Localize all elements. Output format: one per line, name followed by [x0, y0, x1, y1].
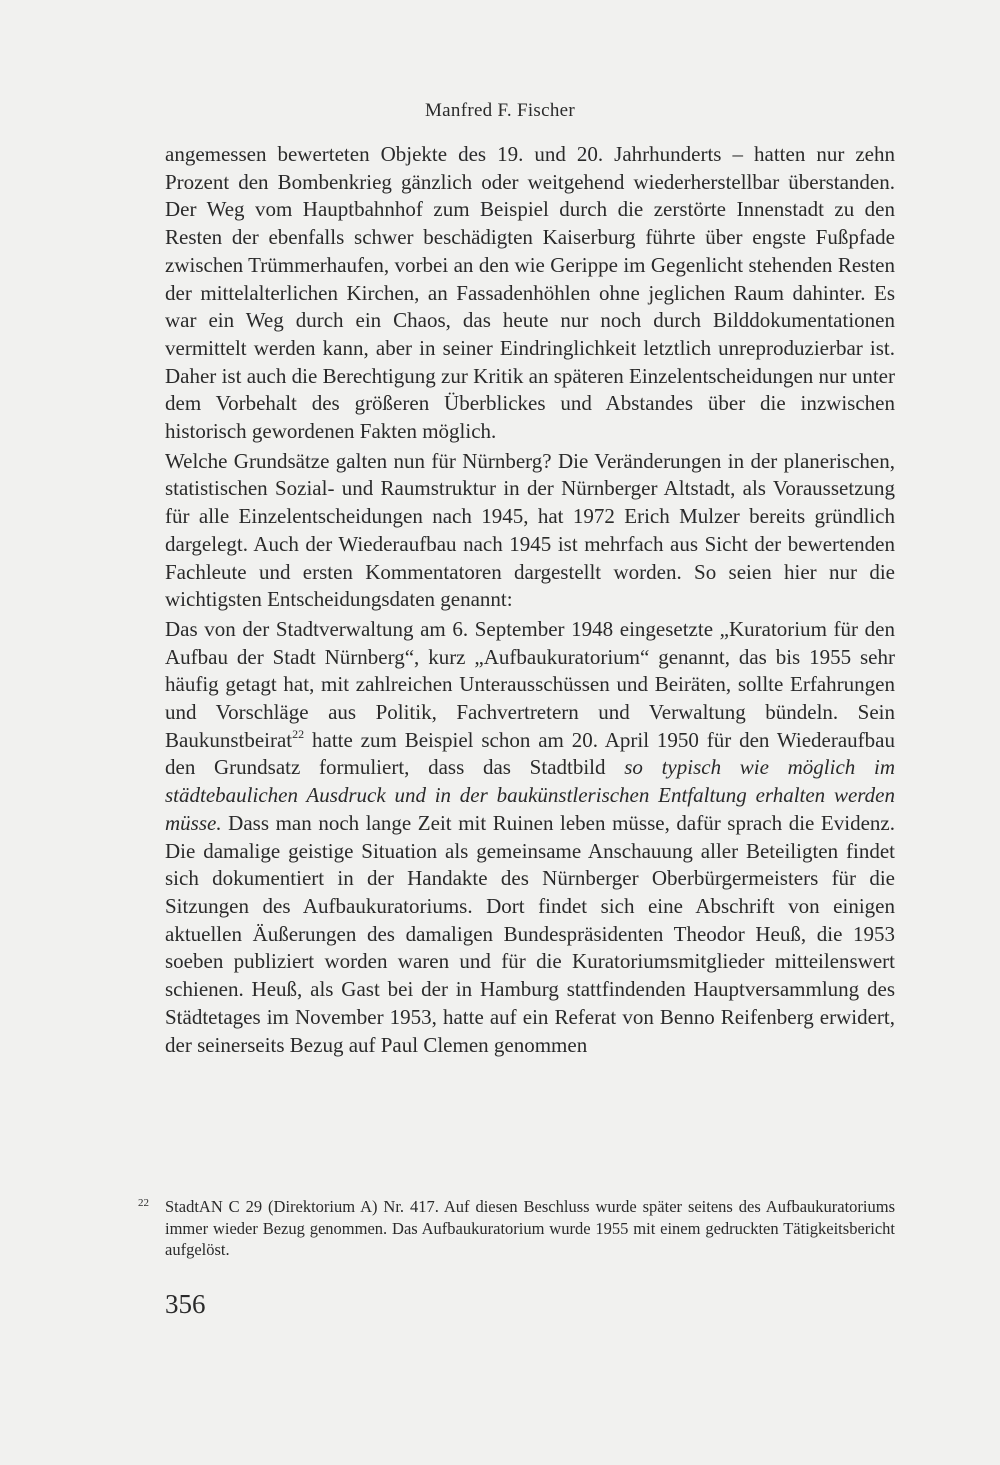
page-number: 356 [165, 1289, 206, 1319]
main-text [165, 141, 895, 1059]
running-head-author: Manfred F. Fischer [424, 100, 576, 121]
paragraph-grundsaetze [165, 448, 895, 614]
paragraph-continued: angemessen bewerteten Objekte des 19. und 20. Jahrhunderts – hatten nur zehn Prozent den Bombenkrieg gänzlich oder weitgehend wiederherstellbar überstanden. Der Weg vom Hauptbahnhof zum Beispiel durch die zerstörte Innenstadt zu den Resten der ebenfalls schwer beschädigten Kaiserburg führte über engste Fußpfade zwischen Trümmerhaufen, vorbei an den wie Gerippe im Gegenlicht stehenden Resten der mittelalterlichen Kirchen, an Fassadenhöhlen ohne jeglichen Raum dahinter. Es war ein Weg durch ein Chaos, das heute nur noch durch Bilddokumentationen vermittelt werden kann, aber in seiner Eindringlichkeit letztlich unreproduzierbar ist. Daher ist auch die Berechtigung zur Kritik an späteren Einzelentscheidungen nur unter dem Vorbehalt des größeren Überblickes und Abstandes über die inzwischen historisch gewordenen Fakten möglich. [165, 142, 895, 444]
footnote-text: StadtAN C 29 (Direktorium A) Nr. 417. Auf diesen Beschluss wurde später seitens des Aufbaukuratoriums immer wieder Bezug genommen. Das Aufbaukuratorium wurde 1955 mit einem gedruckten Tätigkeitsbericht aufgelöst. [165, 1197, 895, 1259]
footnote-reference: 22 [292, 726, 305, 741]
paragraph-kuratorium-text-a: Das von der Stadtverwaltung am 6. September 1948 eingesetzte „Kuratorium für den Aufbau der Stadt Nürnberg“, kurz „Aufbaukuratorium“ genannt, das bis 1955 sehr häufig getagt hat, mit zahlreichen Unterausschüssen und Beiräten, sollte Erfahrungen und Vorschläge aus Politik, Fachvertretern und Verwaltung bündeln. Sein Baukunstbeirat [165, 616, 895, 752]
footnote-number: 22 [138, 1197, 149, 1209]
paragraph-kuratorium [165, 616, 895, 1059]
footnote [138, 1196, 895, 1261]
paragraph-kuratorium-text-c: Dass man noch lange Zeit mit Ruinen leben müsse, dafür sprach die Evidenz. Die damalige geistige Situation als gemeinsame Anschauung aller Beteiligten findet sich dokumentiert in der Handakte des Nürnberger Oberbürgermeisters für die Sitzungen des Aufbaukuratoriums. Dort findet sich eine Abschrift von einigen aktuellen Äußerungen des damaligen Bundespräsidenten Theodor Heuß, die 1953 soeben publiziert worden waren und für die Kuratoriumsmitglieder mitteilenswert schienen. Heuß, als Gast bei der in Hamburg stattfindenden Hauptversammlung des Städtetages im November 1953, hatte auf ein Referat von Benno Reifenberg erwidert, der seinerseits Bezug auf Paul Clemen genommen [165, 810, 895, 1057]
paragraph-kuratorium-text-b: hatte zum Beispiel schon am 20. April 1950 für den Wiederaufbau den Grundsatz formuliert, dass das Stadtbild [165, 727, 895, 780]
quote-italic: so typisch wie möglich im städtebaulichen Ausdruck und in der baukünstlerischen Entfaltung erhalten werden müsse. [165, 755, 895, 835]
paragraph-grundsaetze-text: Welche Grundsätze galten nun für Nürnberg? Die Veränderungen in der planerischen, statistischen Sozial- und Raumstruktur in der Nürnberger Altstadt, als Voraussetzung für alle Einzelentscheidungen nach 1945, hat 1972 Erich Mulzer bereits gründlich dargelegt. Auch der Wiederaufbau nach 1945 ist mehrfach aus Sicht der bewertenden Fachleute und ersten Kommentatoren dargestellt worden. So seien hier nur die wichtigsten Entscheidungsdaten genannt: [165, 448, 895, 612]
